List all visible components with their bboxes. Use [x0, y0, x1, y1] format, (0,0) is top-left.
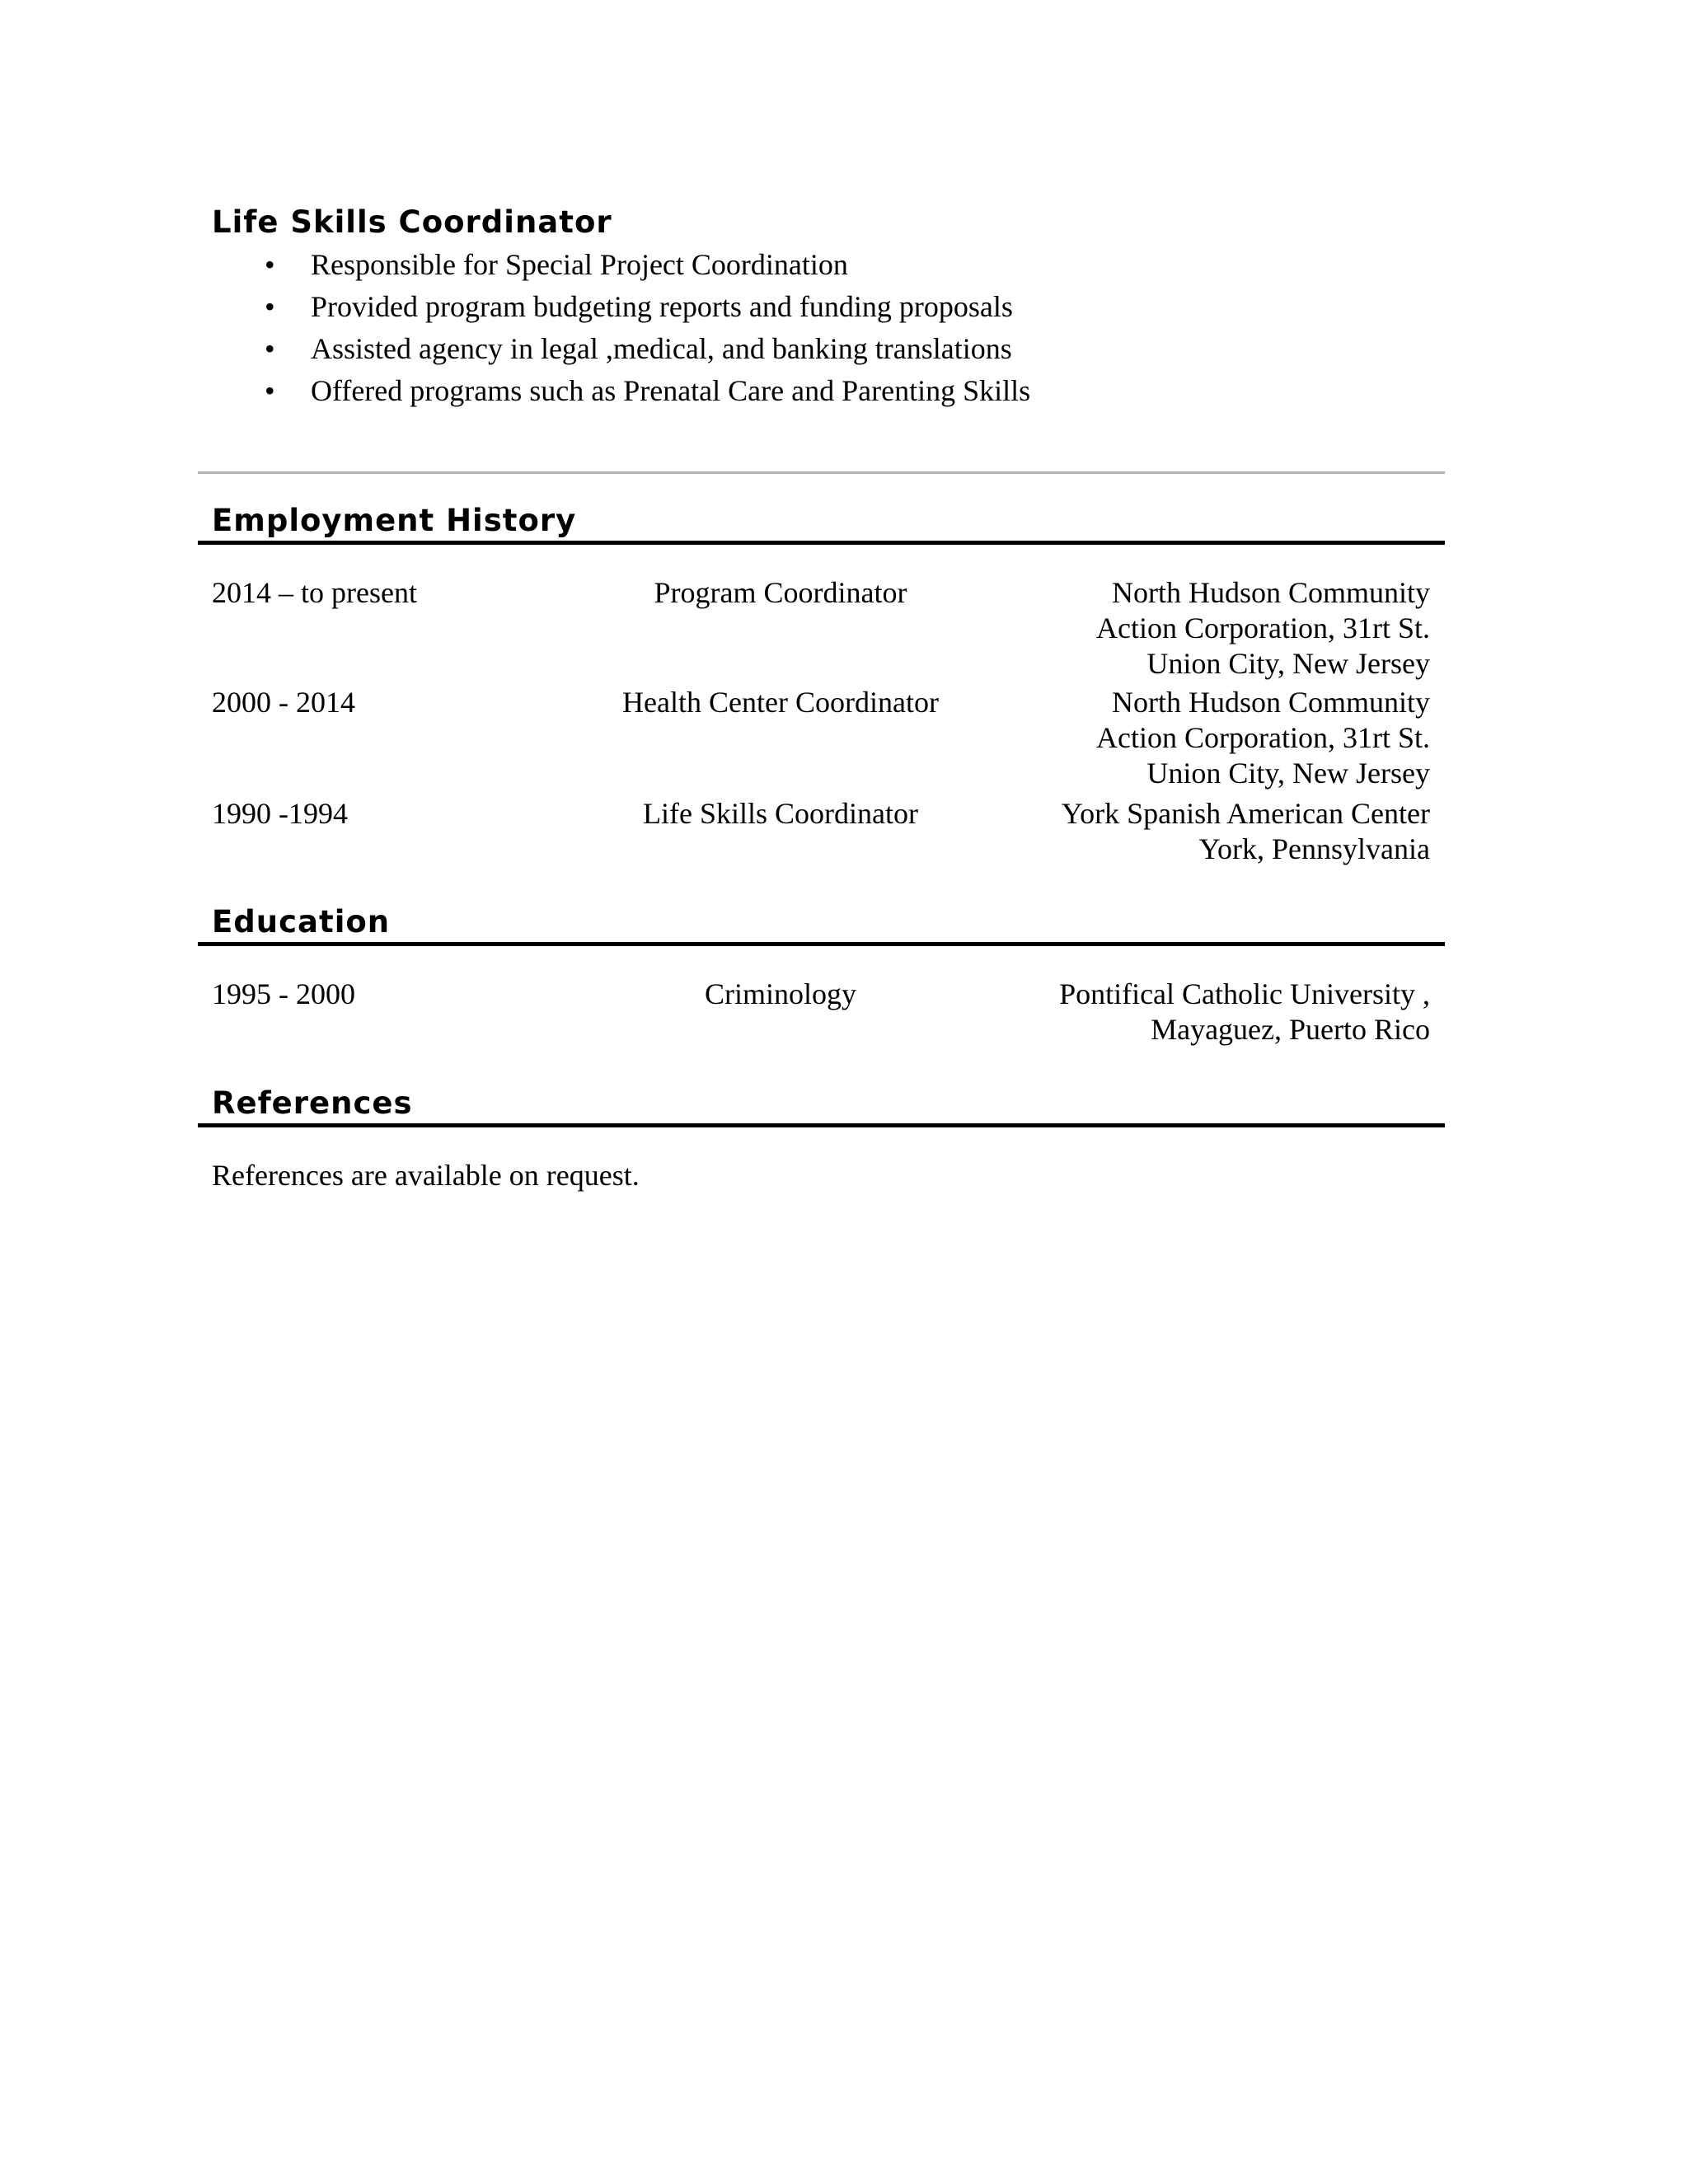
references-heading: References	[212, 1085, 413, 1121]
employment-title: Program Coordinator	[654, 576, 907, 609]
list-item	[212, 373, 1030, 415]
heading-underline	[198, 1123, 1445, 1127]
organization-line: Action Corporation, 31rt St.	[1096, 721, 1430, 754]
bullet-text: Offered programs such as Prenatal Care and Parenting Skills	[311, 374, 1031, 407]
heading-underline	[198, 942, 1445, 946]
bullet-icon: •	[265, 248, 275, 281]
list-item	[212, 331, 1030, 373]
employment-title: Life Skills Coordinator	[643, 797, 918, 830]
bullet-icon: •	[265, 332, 275, 365]
institution-line: Pontifical Catholic University ,	[1059, 977, 1430, 1010]
organization-line: Action Corporation, 31rt St.	[1096, 612, 1430, 644]
organization-line: Union City, New Jersey	[1146, 757, 1430, 790]
organization-line: North Hudson Community	[1111, 686, 1430, 719]
institution-line: Mayaguez, Puerto Rico	[1151, 1013, 1430, 1046]
education-dates: 1995 - 2000	[212, 977, 355, 1010]
references-text: References are available on request.	[212, 1159, 640, 1192]
life-skills-heading: Life Skills Coordinator	[212, 204, 612, 240]
organization-line: York Spanish American Center	[1061, 797, 1430, 830]
list-item	[212, 289, 1030, 331]
bullet-icon: •	[265, 290, 275, 323]
education-institution	[1059, 977, 1430, 1047]
employment-dates: 2014 – to present	[212, 576, 417, 609]
organization-line: Union City, New Jersey	[1146, 647, 1430, 680]
bullet-icon: •	[265, 374, 275, 407]
employment-dates: 2000 - 2014	[212, 686, 355, 719]
list-item	[212, 247, 1030, 289]
employment-dates: 1990 -1994	[212, 797, 348, 830]
employment-history-heading: Employment History	[212, 503, 577, 538]
education-heading: Education	[212, 904, 391, 940]
education-field: Criminology	[704, 977, 856, 1010]
employment-title: Health Center Coordinator	[622, 686, 939, 719]
employment-organization	[1096, 685, 1430, 791]
section-divider	[198, 471, 1445, 474]
organization-line: York, Pennsylvania	[1198, 832, 1430, 865]
employment-organization	[1062, 796, 1430, 867]
bullet-text: Responsible for Special Project Coordination	[311, 248, 848, 281]
bullet-text: Assisted agency in legal ,medical, and banking translations	[311, 332, 1012, 365]
life-skills-bullet-list	[212, 247, 1030, 415]
employment-organization	[1096, 575, 1430, 682]
organization-line: North Hudson Community	[1111, 576, 1430, 609]
heading-underline	[198, 541, 1445, 545]
bullet-text: Provided program budgeting reports and funding proposals	[311, 290, 1013, 323]
